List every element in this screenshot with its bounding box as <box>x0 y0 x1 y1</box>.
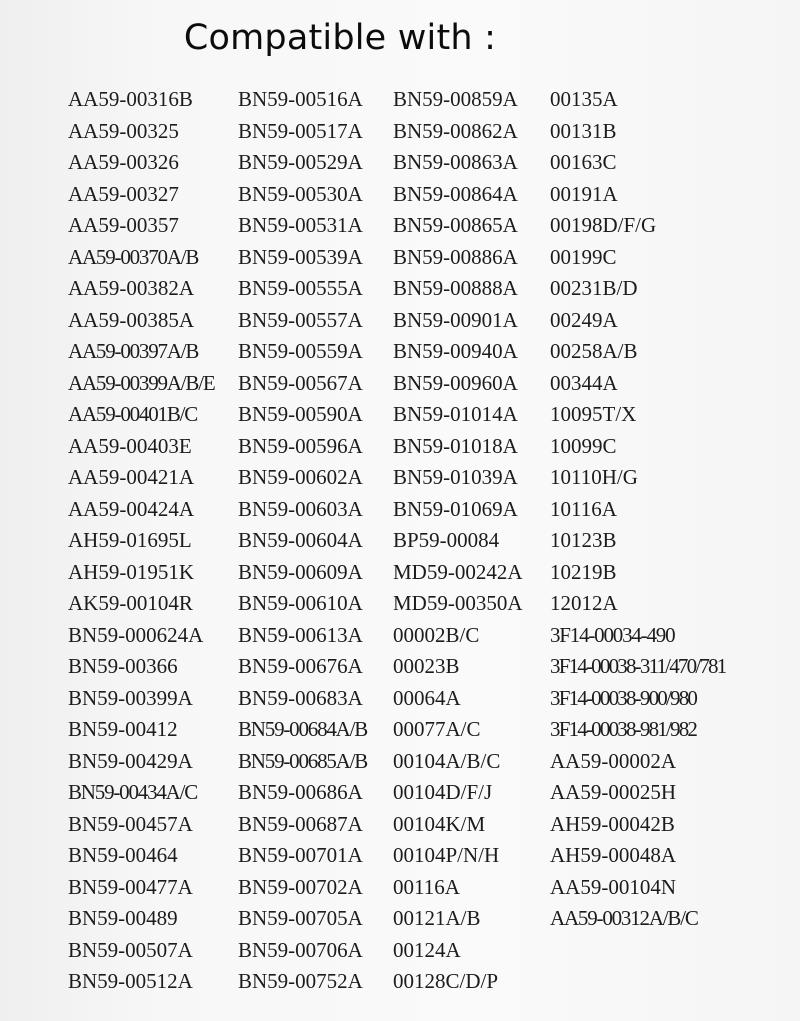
model-number: BN59-01018A <box>393 433 518 458</box>
model-number: BN59-00886A <box>393 244 518 269</box>
model-number: BN59-00507A <box>68 937 193 962</box>
model-number: BN59-00596A <box>238 433 363 458</box>
model-number: BN59-00701A <box>238 843 363 867</box>
model-number: BN59-00517A <box>238 118 363 143</box>
model-number: AA59-00325 <box>68 118 179 143</box>
model-number: 00131B <box>550 118 617 143</box>
model-number: 00128C/D/P <box>393 969 499 993</box>
model-number: 00231B/D <box>550 276 638 300</box>
model-number: AA59-00316B <box>68 87 193 111</box>
model-number: 00064A <box>393 685 461 710</box>
model-number: AK59-00104R <box>68 591 193 615</box>
model-number: AH59-01951K <box>68 559 194 584</box>
model-number: BP59-00084 <box>393 528 500 552</box>
model-number: AH59-00042B <box>550 811 675 836</box>
model-number: BN59-00531A <box>238 213 363 237</box>
model-number: BN59-00489 <box>68 906 178 930</box>
model-number: AA59-00326 <box>68 150 179 174</box>
model-number: 3F14-00034-490 <box>550 622 675 647</box>
model-number: BN59-00602A <box>238 465 363 489</box>
model-number: 00104K/M <box>393 811 486 836</box>
model-number: BN59-00863A <box>393 150 518 174</box>
model-number: 00124A <box>393 937 461 962</box>
model-number: BN59-00603A <box>238 496 363 521</box>
model-number: BN59-00683A <box>238 685 363 710</box>
model-number: 10095T/X <box>550 402 637 426</box>
model-number: 00002B/C <box>393 622 480 647</box>
model-number: AA59-00357 <box>68 213 179 237</box>
model-number: BN59-00684A/B <box>238 717 368 741</box>
model-number: 00135A <box>550 87 618 111</box>
model-number: BN59-00429A <box>68 748 193 773</box>
model-number: 00023B <box>393 654 460 678</box>
model-number: BN59-00412 <box>68 717 178 741</box>
model-number: AH59-01695L <box>68 528 192 552</box>
model-number: 00104D/F/J <box>393 780 493 804</box>
model-column-1 <box>68 84 215 998</box>
model-number: AA59-00312A/B/C <box>550 906 698 930</box>
model-number: 10110H/G <box>550 465 638 489</box>
model-column-2 <box>238 84 367 998</box>
model-number: 00198D/F/G <box>550 213 657 237</box>
model-number: BN59-00940A <box>393 339 518 363</box>
model-number: BN59-00613A <box>238 622 363 647</box>
model-number: BN59-01069A <box>393 496 518 521</box>
model-number: BN59-00559A <box>238 339 363 363</box>
model-number: BN59-00864A <box>393 181 518 206</box>
model-number: BN59-00865A <box>393 213 518 237</box>
model-number: 10099C <box>550 433 617 458</box>
model-number: BN59-00567A <box>238 370 363 395</box>
model-number: BN59-00604A <box>238 528 363 552</box>
model-number: 3F14-00038-311/470/781 <box>550 654 726 678</box>
model-number: BN59-01039A <box>393 465 518 489</box>
model-number: BN59-00687A <box>238 811 363 836</box>
model-number: BN59-00555A <box>238 276 363 300</box>
model-number: AA59-00421A <box>68 465 194 489</box>
model-column-4 <box>550 84 725 935</box>
model-number: BN59-00457A <box>68 811 193 836</box>
model-number: BN59-00901A <box>393 307 518 332</box>
model-column-3 <box>393 84 523 998</box>
model-number: 3F14-00038-981/982 <box>550 717 697 741</box>
model-number: BN59-00752A <box>238 969 363 993</box>
model-number: 00199C <box>550 244 617 269</box>
model-number: BN59-00516A <box>238 87 363 111</box>
model-number: BN59-00676A <box>238 654 363 678</box>
model-number: MD59-00242A <box>393 559 523 584</box>
model-number: 10219B <box>550 559 617 584</box>
model-number: 00116A <box>393 874 460 899</box>
model-number: 00258A/B <box>550 339 638 363</box>
model-number: BN59-00366 <box>68 654 178 678</box>
model-number: BN59-00464 <box>68 843 178 867</box>
model-number: 00249A <box>550 307 618 332</box>
model-number: 00077A/C <box>393 717 481 741</box>
model-number: BN59-00706A <box>238 937 363 962</box>
model-number: AA59-00424A <box>68 496 194 521</box>
model-number: 12012A <box>550 591 618 615</box>
model-number: AA59-00399A/B/E <box>68 370 215 395</box>
model-number: BN59-00539A <box>238 244 363 269</box>
model-number: BN59-00960A <box>393 370 518 395</box>
model-number: BN59-01014A <box>393 402 518 426</box>
model-number: AA59-00385A <box>68 307 194 332</box>
model-number: 00191A <box>550 181 618 206</box>
model-number: AA59-00327 <box>68 181 179 206</box>
model-number: AA59-00002A <box>550 748 676 773</box>
model-number: BN59-00609A <box>238 559 363 584</box>
model-number: BN59-00686A <box>238 780 363 804</box>
model-number: 00104A/B/C <box>393 748 501 773</box>
model-number: AA59-00397A/B <box>68 339 199 363</box>
model-number: AA59-00382A <box>68 276 194 300</box>
model-number: 00104P/N/H <box>393 843 500 867</box>
model-number: AA59-00403E <box>68 433 192 458</box>
model-number: 00121A/B <box>393 906 481 930</box>
model-number: BN59-00590A <box>238 402 363 426</box>
model-number: BN59-00512A <box>68 969 193 993</box>
model-number: BN59-00477A <box>68 874 193 899</box>
model-number: BN59-00529A <box>238 150 363 174</box>
model-number: 00344A <box>550 370 618 395</box>
model-number: 10123B <box>550 528 617 552</box>
model-number: BN59-000624A <box>68 622 204 647</box>
model-number: AA59-00025H <box>550 780 676 804</box>
model-number: AA59-00401B/C <box>68 402 198 426</box>
model-number: BN59-00610A <box>238 591 363 615</box>
page-title: Compatible with : <box>183 18 497 58</box>
model-number: BN59-00859A <box>393 87 518 111</box>
model-number: BN59-00888A <box>393 276 518 300</box>
model-number: MD59-00350A <box>393 591 523 615</box>
model-number: 00163C <box>550 150 617 174</box>
model-number: BN59-00685A/B <box>238 748 368 773</box>
model-number: BN59-00399A <box>68 685 193 710</box>
model-number: BN59-00862A <box>393 118 518 143</box>
model-number: BN59-00702A <box>238 874 363 899</box>
model-number: AA59-00370A/B <box>68 244 199 269</box>
model-number: BN59-00705A <box>238 906 363 930</box>
model-number: BN59-00530A <box>238 181 363 206</box>
model-number: BN59-00557A <box>238 307 363 332</box>
model-number: BN59-00434A/C <box>68 780 198 804</box>
model-number: AA59-00104N <box>550 874 676 899</box>
model-number: 3F14-00038-900/980 <box>550 685 697 710</box>
model-number: 10116A <box>550 496 617 521</box>
model-number: AH59-00048A <box>550 843 676 867</box>
